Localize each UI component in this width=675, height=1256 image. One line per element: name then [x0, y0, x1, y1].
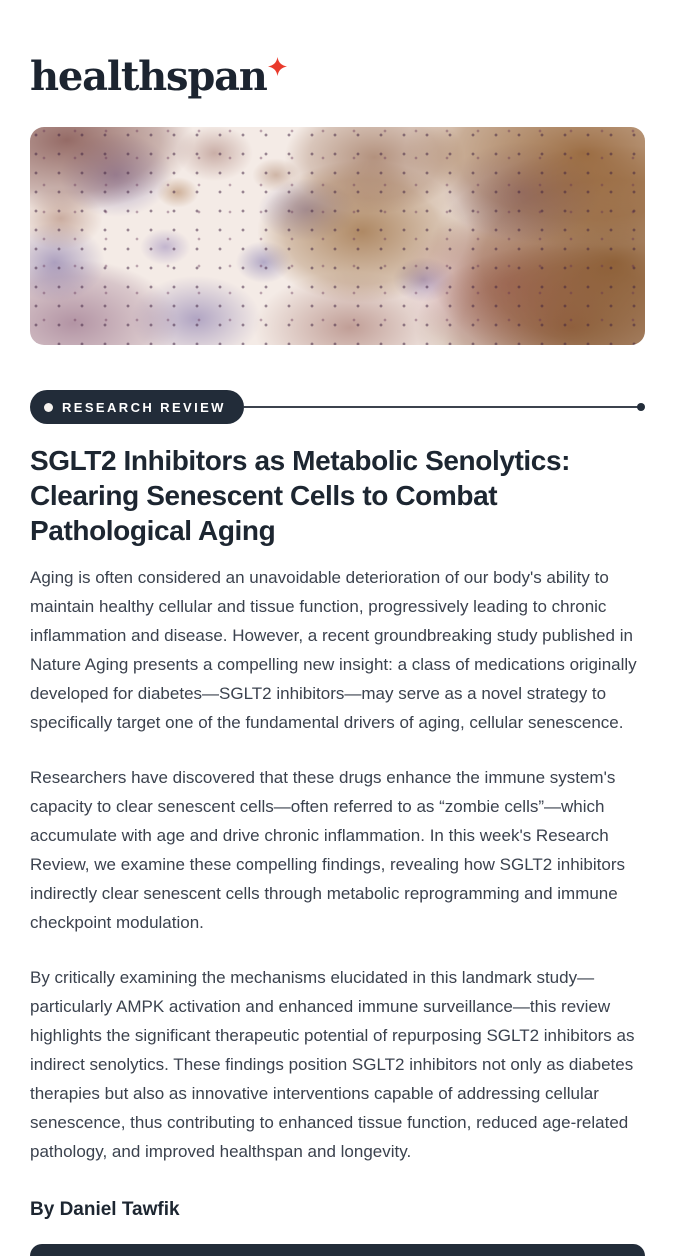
article-title: SGLT2 Inhibitors as Metabolic Senolytics: Clearing Senescent Cells to Combat Pathological Aging: [30, 445, 571, 546]
article-paragraph-3: By critically examining the mechanisms elucidated in this landmark study—particularly AMPK activation and enhanced immune surveillance—this review highlights the significant therapeutic potential of repurposing SGLT2 inhibitors as indirect senolytics. These findings position SGLT2 inhibitors not only as diabetes therapies but also as innovative interventions capable of addressing cellular senescence, thus contributing to enhanced tissue function, reduced age-related pathology, and improved healthspan and longevity.: [30, 968, 635, 1161]
hero-image: [30, 127, 645, 345]
brand-logo[interactable]: [30, 53, 645, 100]
category-badge-row: [30, 390, 645, 424]
next-section-top-edge: [30, 1244, 645, 1256]
research-review-badge: [30, 390, 244, 424]
badge-label: RESEARCH REVIEW: [62, 400, 226, 415]
newsletter-content: [0, 53, 675, 1221]
article-paragraph-1: Aging is often considered an unavoidable deterioration of our body's ability to maintain healthy cellular and tissue function, progressively leading to chronic inflammation and disease. However, a recent groundbreaking study published in Nature Aging presents a compelling new insight: a class of medications originally developed for diabetes—SGLT2 inhibitors—may serve as a novel strategy to specifically target one of the fundamental drivers of aging, cellular senescence.: [30, 568, 637, 732]
badge-dot-icon: [44, 403, 53, 412]
divider-end-dot: [637, 403, 645, 411]
brand-logo-text: healthspan: [30, 53, 267, 100]
newsletter-page: [0, 53, 675, 1256]
article-paragraph-2: Researchers have discovered that these drugs enhance the immune system's capacity to clear senescent cells—often referred to as “zombie cells”—which accumulate with age and drive chronic inflammation. In this week's Research Review, we examine these compelling findings, revealing how SGLT2 inhibitors indirectly clear senescent cells through metabolic reprogramming and immune checkpoint modulation.: [30, 768, 625, 932]
sparkle-icon: [268, 57, 287, 81]
badge-divider-line: [244, 406, 641, 408]
byline: By Daniel Tawfik: [30, 1199, 180, 1220]
